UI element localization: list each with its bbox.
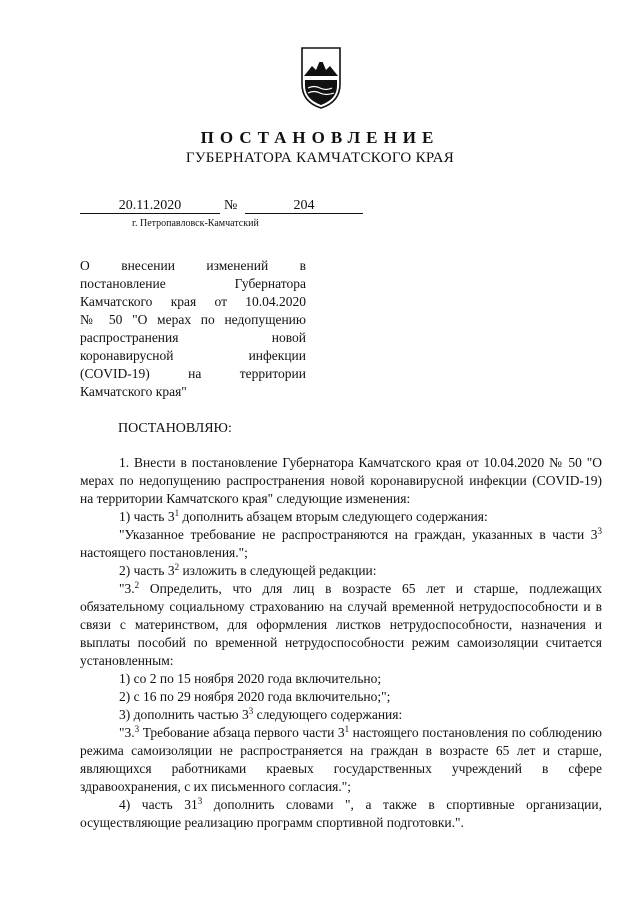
subject-line: (COVID-19) на территории [80, 366, 306, 381]
document-subject [80, 257, 306, 401]
document-subtitle: ГУБЕРНАТОРА КАМЧАТСКОГО КРАЯ [185, 150, 455, 166]
paragraph: 2) часть $3^2$ изложить в следующей редакции: [119, 562, 377, 578]
subject-line: Камчатского края от 10.04.2020 [80, 294, 306, 309]
document-body [80, 454, 602, 832]
paragraph: 1) часть $3^1$ дополнить абзацем вторым следующего содержания: [119, 508, 488, 524]
subject-line: коронавирусной инфекции [80, 348, 306, 363]
number-sign: № [224, 198, 238, 213]
number-underline [245, 213, 363, 214]
paragraph: 1) со 2 по 15 ноября 2020 года включительно; [119, 671, 382, 686]
coat-of-arms-icon [298, 44, 344, 110]
decree-word: ПОСТАНОВЛЯЮ: [118, 421, 232, 436]
date-underline [80, 213, 220, 214]
document-title: ПОСТАНОВЛЕНИЕ [200, 128, 440, 147]
subject-line: постановление Губернатора [80, 276, 306, 291]
document-date: 20.11.2020 [118, 198, 182, 213]
subject-line: Камчатского края" [80, 384, 187, 399]
subject-line: О внесении изменений в [80, 258, 306, 273]
paragraph: "Указанное требование не распространяются на граждан, указанных в части $3^3$ настоящего постановления."; [80, 526, 602, 560]
paragraph: 3) дополнить частью $3^3$ следующего содержания: [119, 706, 403, 722]
paragraph: 1. Внести в постановление Губернатора Камчатского края от 10.04.2020 № 50 "О мерах по недопущению распространения новой коронавирусной инфекции (COVID-19) на территории Камчатского края" следующие изменения: [80, 455, 602, 506]
paragraph: 4) часть $31^3$ дополнить словами ", а также в спортивные организации, осуществляющие реализацию программ спортивной подготовки.". [80, 796, 603, 830]
document-number: 204 [293, 198, 315, 213]
paragraph: 2) с 16 по 29 ноября 2020 года включительно;"; [119, 689, 391, 704]
document-city: г. Петропавловск-Камчатский [132, 218, 259, 229]
subject-line: № 50 "О мерах по недопущению [80, 312, 306, 327]
paragraph: "3.$^2$ Определить, что для лиц в возрасте 65 лет и старше, подлежащих обязательному социальному страхованию на случай временной нетрудоспособности и в связи с материнством, для оформления листков нетрудоспособности, назначения и выплаты пособий по временной нетрудоспособности режим самоизоляции считается установленным: [80, 580, 602, 668]
paragraph: "3.$^3$ Требование абзаца первого части $3^1$ настоящего постановления по соблюдению режима самоизоляции не распространяется на граждан в возрасте 65 лет и старше, являющихся работниками краевых государственных учреждений в сфере здравоохранения, с их письменного согласия."; [80, 724, 602, 794]
subject-line: распространения новой [80, 330, 306, 345]
